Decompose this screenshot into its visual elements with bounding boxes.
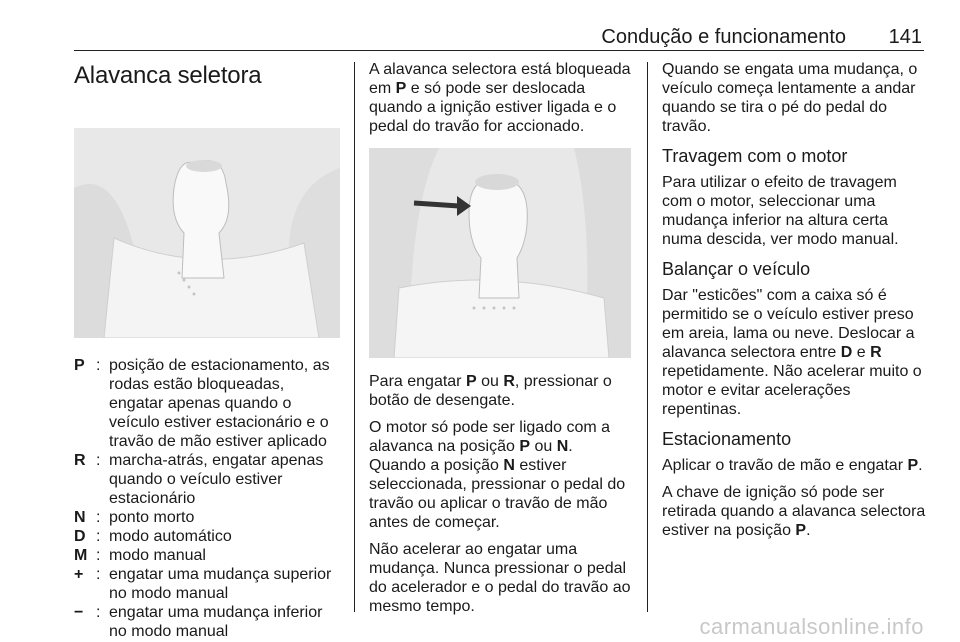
- start-paragraph: O motor só pode ser ligado com a alavanca na posição P ou N. Quando a posição N estiver seleccionada, pressionar o pedal do travão ou aplicar o travão de mão antes de começar.: [369, 419, 626, 531]
- glossary-key: D: [74, 528, 86, 545]
- engine-brake-text: Para utilizar o efeito de travagem com o motor, seleccionar uma mudança inferior na altura certa numa descida, ver modo manual.: [662, 174, 899, 248]
- glossary-key: M: [74, 547, 88, 564]
- glossary-key: P: [74, 357, 85, 374]
- section-heading: Alavanca seletora: [74, 62, 262, 89]
- glossary-desc: ponto morto: [109, 509, 195, 526]
- glossary-row: M : modo manual: [74, 546, 340, 565]
- column-3: [662, 60, 926, 548]
- glossary-key: +: [74, 566, 84, 583]
- rocking-heading: Balançar o veículo: [662, 259, 811, 279]
- glossary-key: N: [74, 509, 86, 526]
- no-accelerate-paragraph: Não acelerar ao engatar uma mudança. Nunca pressionar o pedal do acelerador e o pedal do travão ao mesmo tempo.: [369, 541, 631, 615]
- glossary-key: R: [74, 452, 86, 469]
- parking-text-2: A chave de ignição só pode ser retirada quando a alavanca selectora estiver na posição P.: [662, 484, 926, 539]
- glossary-row: D : modo automático: [74, 527, 340, 546]
- selector-lever-drawing: [74, 128, 340, 338]
- selector-lever-illustration: [74, 128, 340, 338]
- section-title: Condução e funcionamento: [601, 26, 846, 48]
- column-divider: [647, 62, 648, 612]
- glossary-desc: posição de estacionamento, as rodas estão bloqueadas, engatar apenas quando o veículo estiver estacionário e o travão de mão estiver aplicado: [109, 357, 330, 450]
- creep-paragraph: Quando se engata uma mudança, o veículo começa lentamente a andar quando se tira o pé do pedal do travão.: [662, 61, 918, 135]
- glossary-row: P : posição de estacionamento, as rodas estão bloqueadas, engatar apenas quando o veículo estiver estacionário e o travão de mão estiver aplicado: [74, 356, 340, 451]
- parking-text-1: Aplicar o travão de mão e engatar P.: [662, 457, 923, 474]
- release-button-illustration: [369, 148, 631, 358]
- glossary-row: + : engatar uma mudança superior no modo manual: [74, 565, 340, 603]
- glossary-desc: engatar uma mudança inferior no modo manual: [109, 604, 323, 640]
- column-divider: [354, 62, 355, 612]
- page-number: 141: [888, 26, 922, 48]
- engine-brake-heading: Travagem com o motor: [662, 146, 848, 166]
- rocking-text: Dar "esticões" com a caixa só é permitido se o veículo estiver preso em areia, lama ou neve. Deslocar a alavanca selectora entre D e R repetidamente. Não acelerar muito o motor e evitar acelerações repentinas.: [662, 287, 922, 418]
- glossary-row: R : marcha-atrás, engatar apenas quando o veículo estiver estacionário: [74, 451, 340, 508]
- page-header: [74, 20, 924, 51]
- release-button-drawing: [369, 148, 631, 358]
- gear-position-glossary: [74, 356, 340, 641]
- glossary-desc: modo automático: [109, 528, 232, 545]
- glossary-key: −: [74, 604, 84, 621]
- glossary-desc: engatar uma mudança superior no modo manual: [109, 566, 332, 602]
- column-2: [369, 60, 631, 624]
- engage-paragraph: Para engatar P ou R, pressionar o botão de desengate.: [369, 373, 612, 409]
- glossary-row: N : ponto morto: [74, 508, 340, 527]
- column-1: [74, 60, 340, 641]
- glossary-desc: modo manual: [109, 547, 206, 564]
- parking-heading: Estacionamento: [662, 429, 792, 449]
- watermark: carmanualsonline.info: [699, 614, 924, 639]
- glossary-row: − : engatar uma mudança inferior no modo manual: [74, 603, 340, 641]
- glossary-desc: marcha-atrás, engatar apenas quando o veículo estiver estacionário: [109, 452, 324, 507]
- intro-paragraph: A alavanca selectora está bloqueada em P e só pode ser deslocada quando a ignição estiver ligada e o pedal do travão for accionado.: [369, 61, 631, 135]
